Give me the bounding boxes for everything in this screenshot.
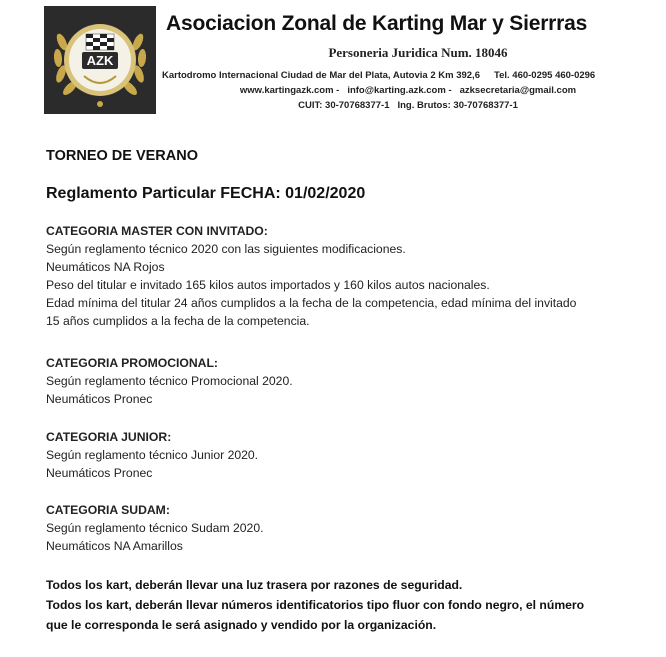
email-info-link[interactable]: info@karting.azk.com - [347, 85, 452, 96]
organization-title: Asociacion Zonal de Karting Mar y Sierrras [166, 12, 588, 35]
section-line: Neumáticos NA Rojos [46, 260, 165, 274]
address-line [162, 70, 658, 81]
section-title: CATEGORIA SUDAM: [46, 503, 170, 517]
footer-line: Todos los kart, deberán llevar números identificatorios tipo fluor con fondo negro, el número [46, 598, 585, 612]
section-line: Neumáticos NA Amarillos [46, 539, 183, 553]
section-promocional [46, 354, 666, 408]
address: Kartodromo Internacional Ciudad de Mar del Plata, Autovia 2 Km 392,6 [162, 70, 480, 81]
section-line: Neumáticos Pronec [46, 466, 153, 480]
organization-subtitle: Personeria Juridica Num. 18046 [328, 45, 508, 60]
section-master [46, 222, 666, 330]
section-sudam [46, 501, 666, 555]
section-line: Peso del titular e invitado 165 kilos autos importados y 160 kilos autos nacionales. [46, 278, 490, 292]
ingresos-brutos: Ing. Brutos: 30-70768377-1 [397, 100, 518, 111]
cuit: CUIT: 30-70768377-1 [298, 100, 390, 111]
tournament-heading: TORNEO DE VERANO [46, 148, 199, 164]
section-line: Según reglamento técnico Sudam 2020. [46, 521, 264, 535]
section-line: Según reglamento técnico 2020 con las siguientes modificaciones. [46, 242, 406, 256]
section-line: Según reglamento técnico Junior 2020. [46, 448, 259, 462]
web-contact-line [160, 85, 656, 96]
section-title: CATEGORIA PROMOCIONAL: [46, 356, 218, 370]
tax-line [160, 100, 656, 111]
email-secretaria-link[interactable]: azksecretaria@gmail.com [459, 85, 577, 96]
phone: Tel. 460-0295 460-0296 [493, 70, 596, 81]
footer-line: que le corresponda le será asignado y vendido por la organización. [46, 618, 437, 632]
footer-line: Todos los kart, deberán llevar una luz trasera por razones de seguridad. [46, 578, 463, 592]
section-line: Edad mínima del titular 24 años cumplidos a la fecha de la competencia, edad mínima del invitado [46, 296, 577, 310]
section-title: CATEGORIA JUNIOR: [46, 430, 172, 444]
section-line: Según reglamento técnico Promocional 2020. [46, 374, 293, 388]
footer-notes [46, 575, 584, 635]
section-line: 15 años cumplidos a la fecha de la competencia. [46, 314, 310, 328]
section-junior [46, 428, 666, 482]
section-line: Neumáticos Pronec [46, 392, 153, 406]
regulation-heading: Reglamento Particular FECHA: 01/02/2020 [46, 185, 366, 202]
website-link[interactable]: www.kartingazk.com - [239, 85, 340, 96]
section-title: CATEGORIA MASTER CON INVITADO: [46, 224, 268, 238]
logo-text: AZK [86, 53, 114, 68]
